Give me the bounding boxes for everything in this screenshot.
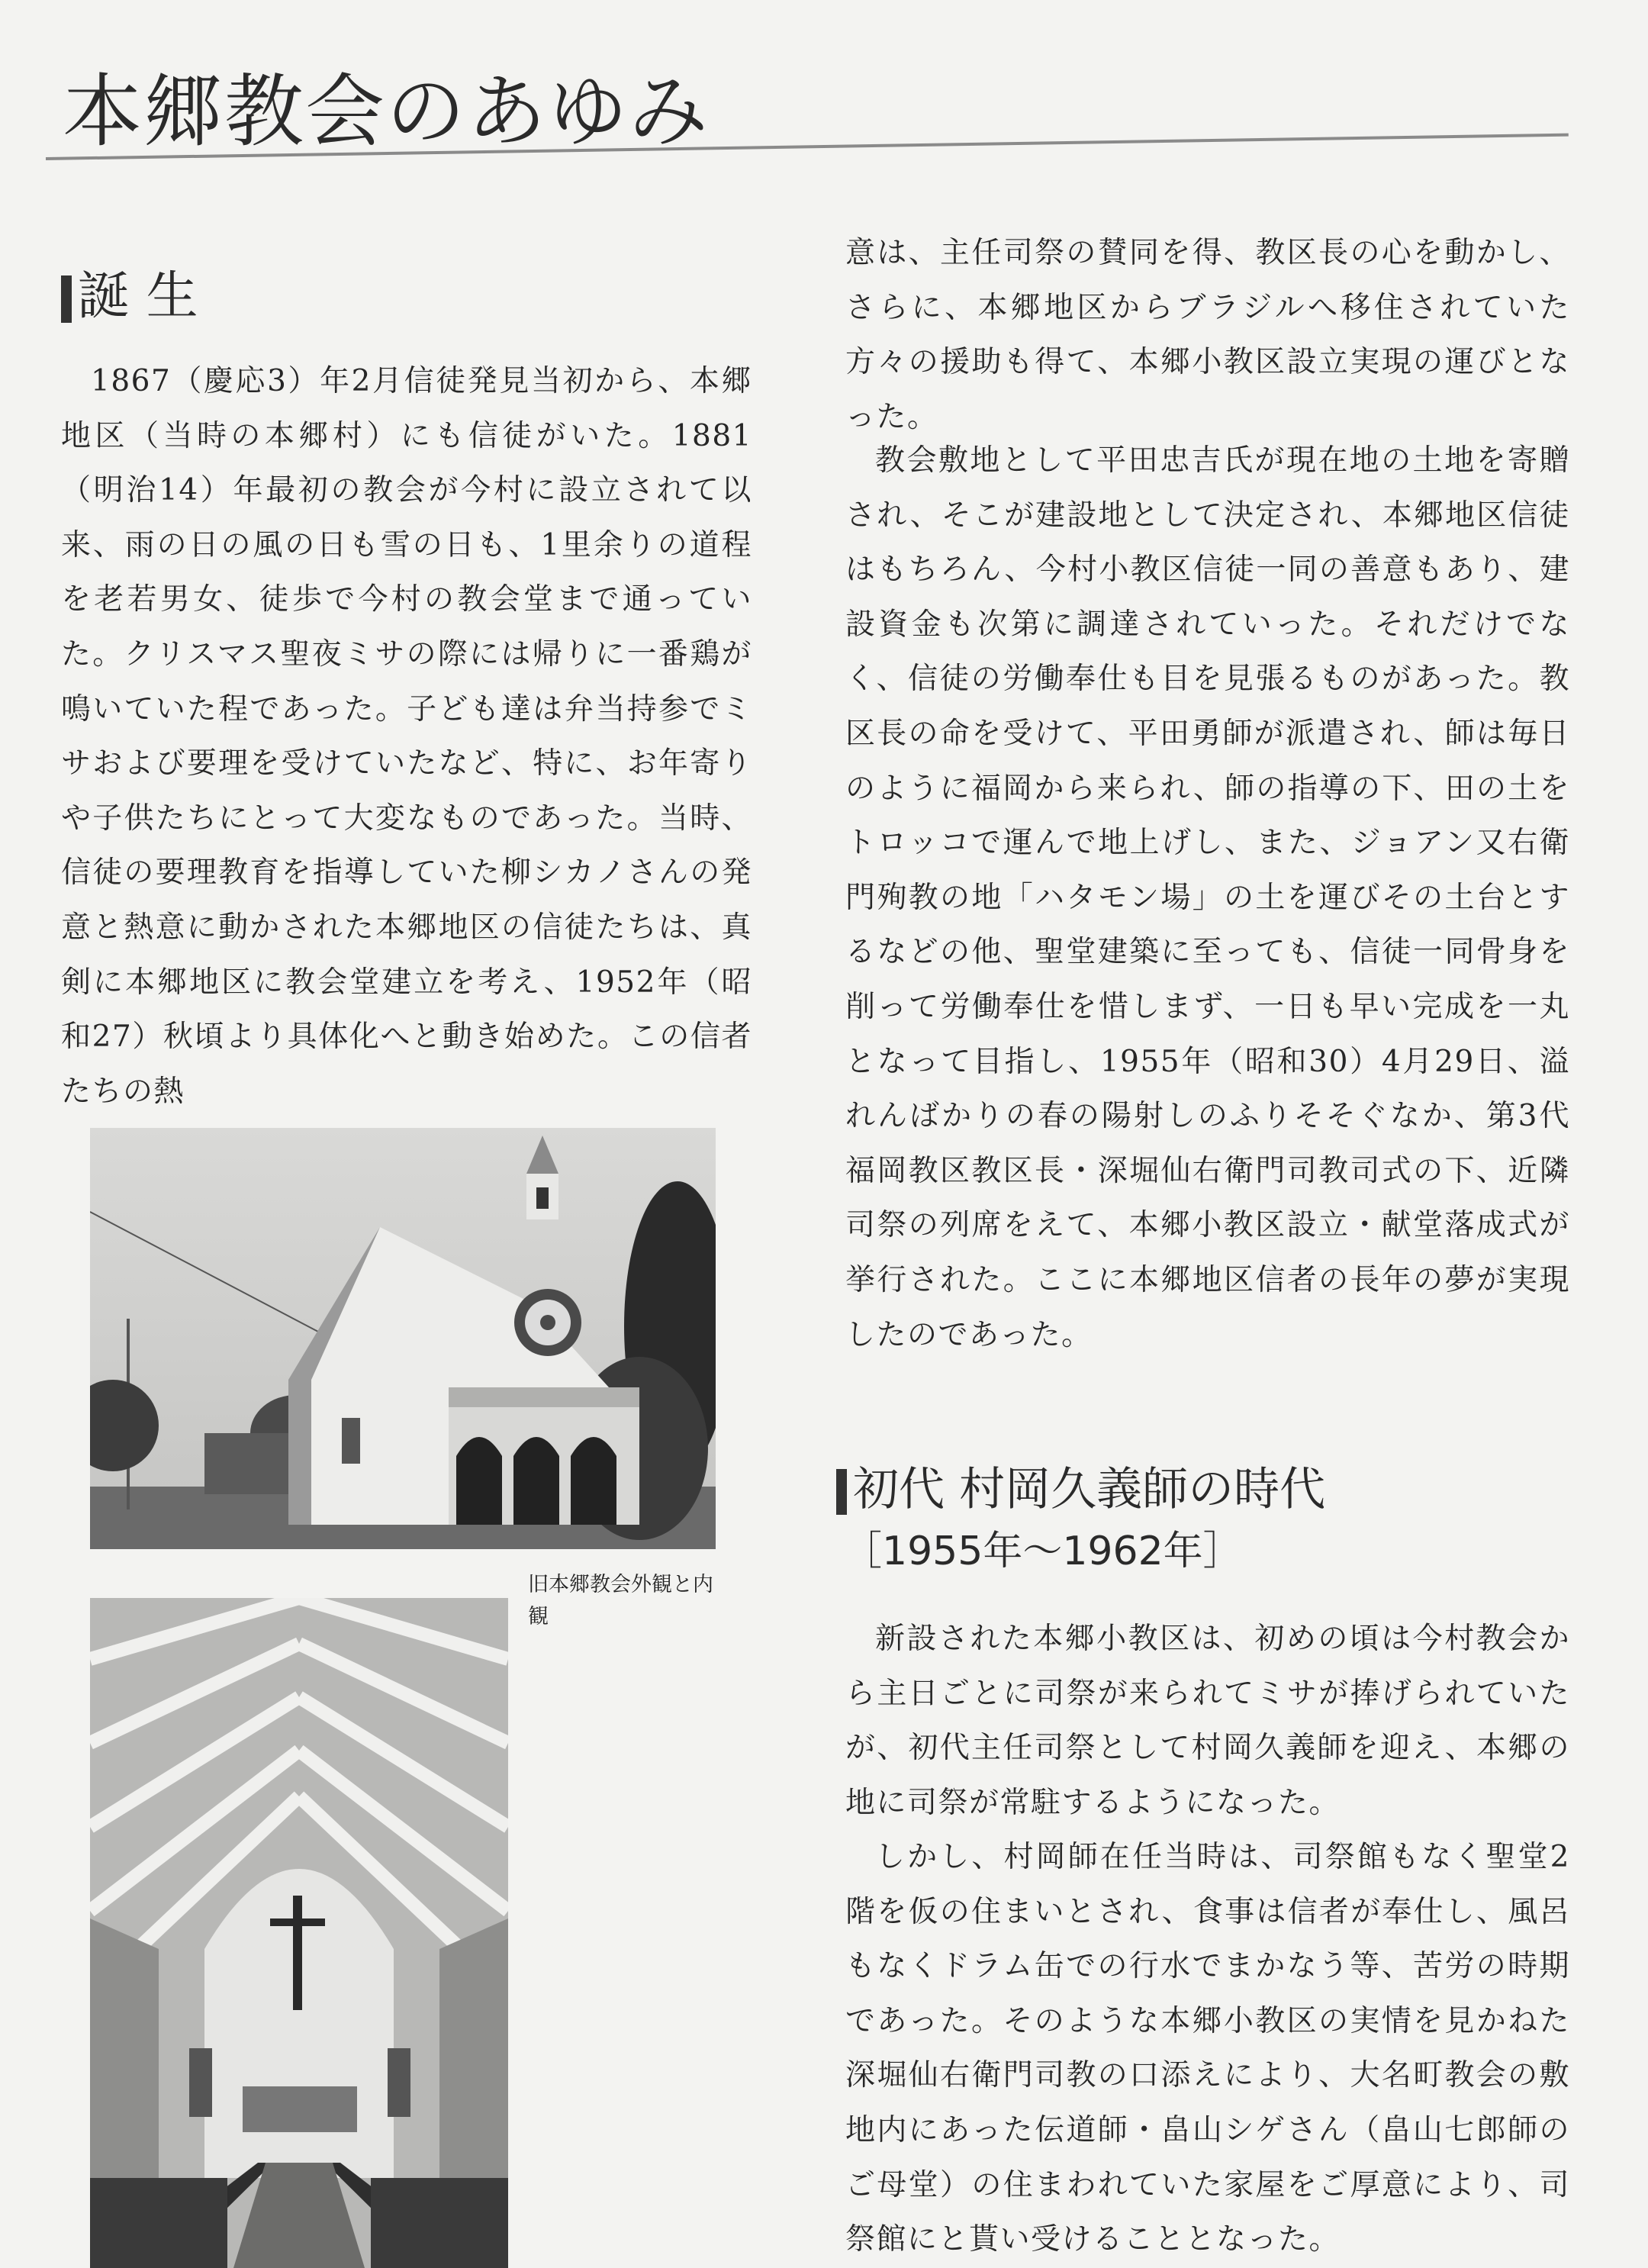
heading-bar [61,275,72,323]
church-interior-photo [90,1598,508,2268]
church-exterior-photo [90,1128,716,1549]
period-range: ［1955年～1962年］ [842,1529,1243,1574]
section2-paragraph-1: 新設された本郷小教区は、初めの頃は今村教会から主日ごとに司祭が来られてミサが捧げられていたが、初代主任司祭として村岡久義師を迎え、本郷の地に司祭が常駐するようになった。 [845,1622,1570,1820]
right-paragraph-2: 教会敷地として平田忠吉氏が現在地の土地を寄贈され、そこが建設地として決定され、本郷地区信徒はもちろん、今村小教区信徒一同の善意もあり、建設資金も次第に調達されていった。それだけでなく、信徒の労働奉仕も目を見張るものがあった。教区長の命を受けて、平田勇師が派遣され、師は毎日のように福岡から来られ、師の指導の下、田の土をトロッコで運んで地上げし、また、ジョアン又右衛門殉教の地「ハタモン場」の土を運びその土台とするなどの他、聖堂建築に至っても、信徒一同骨身を削って労働奉仕を惜しまず、一日も早い完成を一丸となって目指し、1955年（昭和30）4月29日、溢れんばかりの春の陽射しのふりそそぐなか、第3代福岡教区教区長・深堀仙右衛門司教司式の下、近隣司祭の列席をえて、本郷小教区設立・献堂落成式が挙行された。ここに本郷地区信者の長年の夢が実現したのであった。 [845,443,1570,1352]
heading-text: 誕 生 [78,266,198,327]
photo-caption: 旧本郷教会外観と内観 [528,1573,713,1629]
section1-body: 1867（慶応3）年2月信徒発見当初から、本郷地区（当時の本郷村）にも信徒がいた。1881（明治14）年最初の教会が今村に設立されて以来、雨の日の風の日も雪の日も、1里余りの道程を老若男女、徒歩で今村の教会堂まで通っていた。クリスマス聖夜ミサの際には帰りに一番鶏が鳴いていた程であった。子ども達は弁当持参でミサおよび要理を受けていたなど、特に、お年寄りや子供たちにとって大変なものであった。当時、信徒の要理教育を指導していた柳シカノさんの発意と熱意に動かされた本郷地区の信徒たちは、真剣に本郷地区に教会堂建立を考え、1952年（昭和27）秋頃より具体化へと動き始めた。この信者たちの熱 [61,364,752,1109]
right-paragraph-1: 意は、主任司祭の賛同を得、教区長の心を動かし、さらに、本郷地区からブラジルへ移住されていた方々の援助も得て、本郷小教区設立実現の運びとなった。 [845,236,1570,434]
page-title: 本郷教会のあゆみ [63,65,710,158]
section-heading-first-era [836,1453,1325,1519]
heading-bar [836,1469,847,1515]
heading-text: 初代 村岡久義師の時代 [853,1463,1326,1516]
section-heading-birth [61,255,198,329]
section2-paragraph-2: しかし、村岡師在任当時は、司祭館もなく聖堂2階を仮の住まいとされ、食事は信者が奉仕し、風呂もなくドラム缶での行水でまかなう等、苦労の時期であった。そのような本郷小教区の実情を見かねた深堀仙右衛門司教の口添えにより、大名町教会の敷地内にあった伝道師・畠山シゲさん（畠山七郎師のご母堂）の住まわれていた家屋をご厚意により、司祭館にと貰い受けることとなった。 [845,1840,1570,2257]
